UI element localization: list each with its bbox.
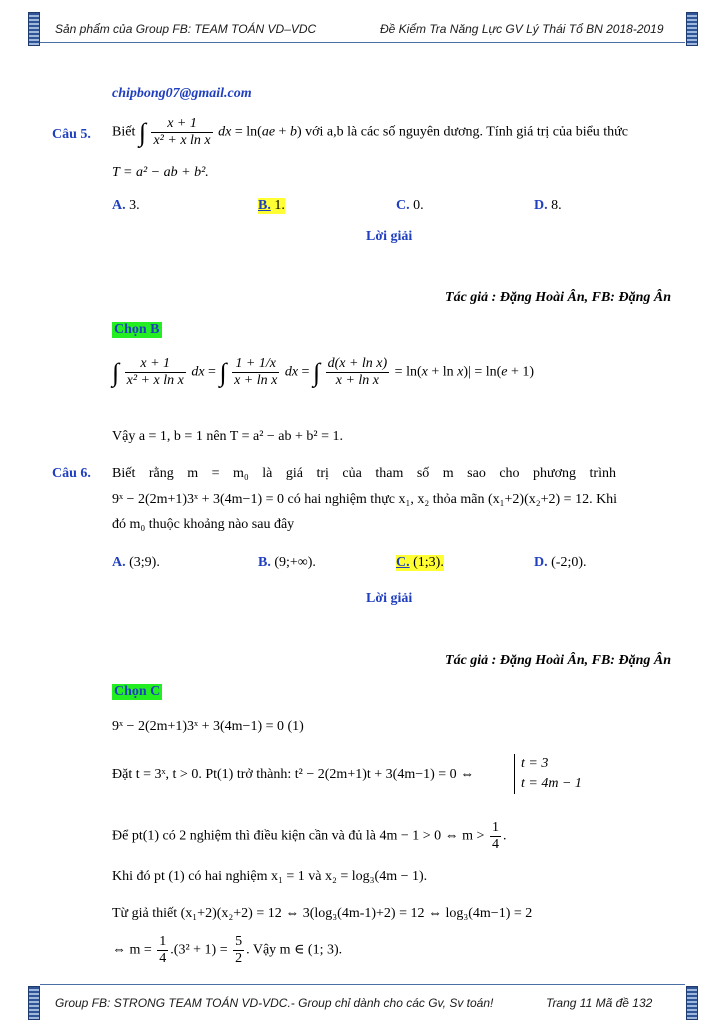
q5-integrand: $\frac{x + 1}{\text{x² + x ln x}}$	[153, 116, 211, 148]
footer-rule	[40, 984, 685, 985]
q6-step-3: Khi đó pt (1) có hai nghiệm x₁ = 1 và x₂ = log₃(4m − 1).	[112, 869, 428, 884]
q6-equation-1: 9ˣ − 2(2m+1)3ˣ + 3(4m−1) = 0 (1)	[112, 719, 304, 734]
header-right-ornament	[686, 12, 698, 46]
q6-step-5: ⇔ m = $\frac{1}{4}$ .(3² + 1) = $\frac{5}{2}$ . Vậy m ∈ (1; 3).	[112, 934, 343, 966]
question-5-label: Câu 5.	[52, 127, 91, 142]
q6-chosen-answer: Chọn C	[114, 684, 161, 699]
question-6-label: Câu 6.	[52, 466, 91, 481]
header-right-text: Đề Kiểm Tra Năng Lực GV Lý Thái Tổ BN 2018-2019	[380, 22, 664, 36]
q5-choice-a: A. 3.	[112, 198, 140, 213]
footer-right-ornament	[686, 986, 698, 1020]
q5-choice-b: B. 1.	[258, 198, 285, 213]
author-email: chipbong07@gmail.com	[112, 86, 252, 101]
q5-author: Tác giả : Đặng Hoài Ân, FB: Đặng Ân	[445, 290, 671, 305]
q5-choice-d: D. 8.	[534, 198, 562, 213]
integral-sign-icon: ∫	[138, 117, 146, 147]
q6-line-1: Biết rằng m = m₀ là giá trị của tham số m sao cho phương trình	[112, 466, 616, 481]
q6-case-1: t = 3	[521, 756, 549, 771]
footer-left-ornament	[28, 986, 40, 1020]
q6-solution-title: Lời giải	[366, 591, 413, 606]
q6-choice-a: A. (3;9).	[112, 555, 160, 570]
q6-step-2: Để pt(1) có 2 nghiệm thì điều kiện cần và đủ là 4m − 1 > 0 ⇔ m > $\frac{1}{4}$ .	[112, 820, 507, 852]
q6-step-4: Từ giả thiết (x₁+2)(x₂+2) = 12 ⇔ 3(log₃(4m-1)+2) = 12 ⇔ log₃(4m−1) = 2	[112, 906, 533, 921]
q6-choice-d: D. (-2;0).	[534, 555, 587, 570]
q6-case-2: t = 4m − 1	[521, 776, 582, 791]
q6-line-2: 9ˣ − 2(2m+1)3ˣ + 3(4m−1) = 0 có hai nghiệm thực x₁, x₂ thỏa mãn (x₁+2)(x₂+2) = 12. Khi	[112, 492, 618, 507]
q5-expression: T = a² − ab + b².	[112, 165, 209, 180]
q5-solution-title: Lời giải	[366, 229, 413, 244]
footer-page-number: Trang 11 Mã đề 132	[546, 996, 653, 1010]
q5-solution-integral: ∫ $\frac{x + 1}{\text{x² + x ln x}}$ dx = ∫ $\frac{1 + 1/x}{\text{x + ln x}}$ dx = ∫ $\frac{\text{d(x + ln x)}}{\text{x + ln x}}$ = ln(x + ln x)| = ln(e + 1)	[112, 356, 535, 388]
q6-author: Tác giả : Đặng Hoài Ân, FB: Đặng Ân	[445, 653, 671, 668]
q6-line-3: đó m₀ thuộc khoảng nào sau đây	[112, 517, 295, 532]
header-left-text: Sản phẩm của Group FB: TEAM TOÁN VD–VDC	[55, 22, 317, 36]
question-5-statement: Biết ∫ $\frac{x + 1}{\text{x² + x ln x}}$ dx = ln(ae + b) với a,b là các số nguyên dương. Tính giá trị của biểu thức	[112, 116, 628, 148]
q6-choice-b: B. (9;+∞).	[258, 555, 316, 570]
q5-intro: Biết	[112, 124, 136, 140]
q5-chosen-answer: Chọn B	[114, 322, 160, 337]
q5-tail: với a,b là các số nguyên dương. Tính giá trị của biểu thức	[305, 124, 628, 140]
q6-step-1: Đặt t = 3ˣ, t > 0. Pt(1) trở thành: t² − 2(2m+1)t + 3(4m−1) = 0 ⇔	[112, 767, 475, 782]
q6-choice-c: C. (1;3).	[396, 555, 444, 570]
q5-choice-c: C. 0.	[396, 198, 424, 213]
header-left-ornament	[28, 12, 40, 46]
q5-conclusion: Vậy a = 1, b = 1 nên T = a² − ab + b² = 1.	[112, 429, 343, 444]
q6-cases	[514, 754, 582, 794]
footer-left-text: Group FB: STRONG TEAM TOÁN VD-VDC.- Group chỉ dành cho các Gv, Sv toán!	[55, 996, 494, 1010]
header-rule	[40, 42, 685, 43]
